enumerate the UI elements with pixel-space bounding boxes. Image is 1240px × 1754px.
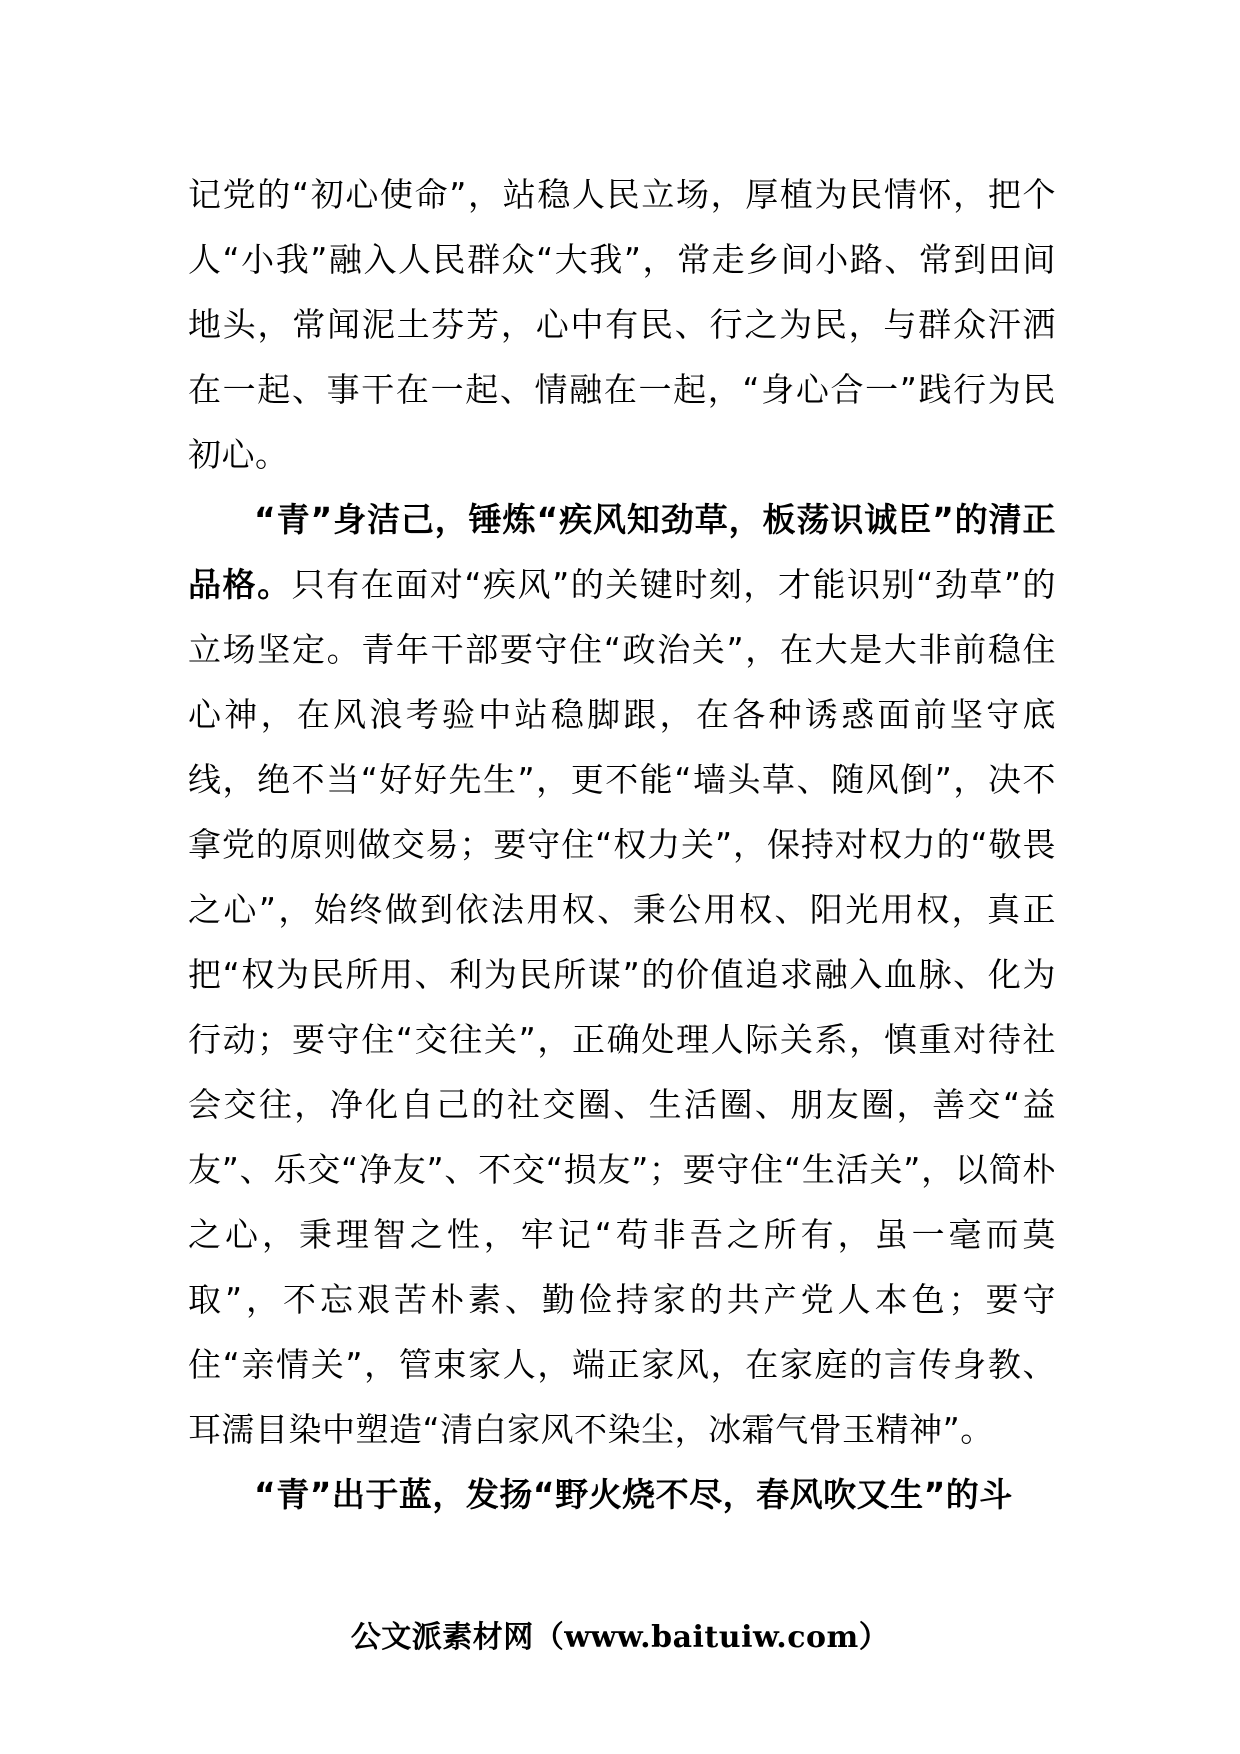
paragraph-heading: “青”身洁己，锤炼“疾风知劲草，板荡识诚臣”的清正品格。 bbox=[188, 500, 1056, 604]
page-footer: 公文派素材网（www.baituiw.com） bbox=[350, 1620, 890, 1655]
paragraph-heading: “青”出于蓝，发扬“野火烧不尽，春风吹又生”的斗 bbox=[254, 1475, 1013, 1514]
document-body bbox=[188, 162, 1056, 1527]
paragraph-blue bbox=[188, 1462, 1056, 1527]
paragraph-continuation bbox=[188, 162, 1056, 487]
paragraph-text: 只有在面对“疾风”的关键时刻，才能识别“劲草”的立场坚定。青年干部要守住“政治关”，在大是大非前稳住心神，在风浪考验中站稳脚跟，在各种诱惑面前坚守底线，绝不当“好好先生”，更不能“墙头草、随风倒”，决不拿党的原则做交易；要守住“权力关”，保持对权力的“敬畏之心”，始终做到依法用权、秉公用权、阳光用权，真正把“权为民所用、利为民所谋”的价值追求融入血脉、化为行动；要守住“交往关”，正确处理人际关系，慎重对待社会交往，净化自己的社交圈、生活圈、朋友圈，善交“益友”、乐交“净友”、不交“损友”；要守住“生活关”，以简朴之心，秉理智之性，牢记“苟非吾之所有，虽一毫而莫取”，不忘艰苦朴素、勤俭持家的共产党人本色；要守住“亲情关”，管束家人，端正家风，在家庭的言传身教、耳濡目染中塑造“清白家风不染尘，冰霜气骨玉精神”。 bbox=[188, 565, 1057, 1449]
paragraph-integrity bbox=[188, 487, 1056, 1462]
paragraph-text: 记党的“初心使命”，站稳人民立场，厚植为民情怀，把个人“小我”融入人民群众“大我”，常走乡间小路、常到田间地头，常闻泥土芬芳，心中有民、行之为民，与群众汗洒在一起、事干在一起、情融在一起，“身心合一”践行为民初心。 bbox=[188, 175, 1056, 474]
